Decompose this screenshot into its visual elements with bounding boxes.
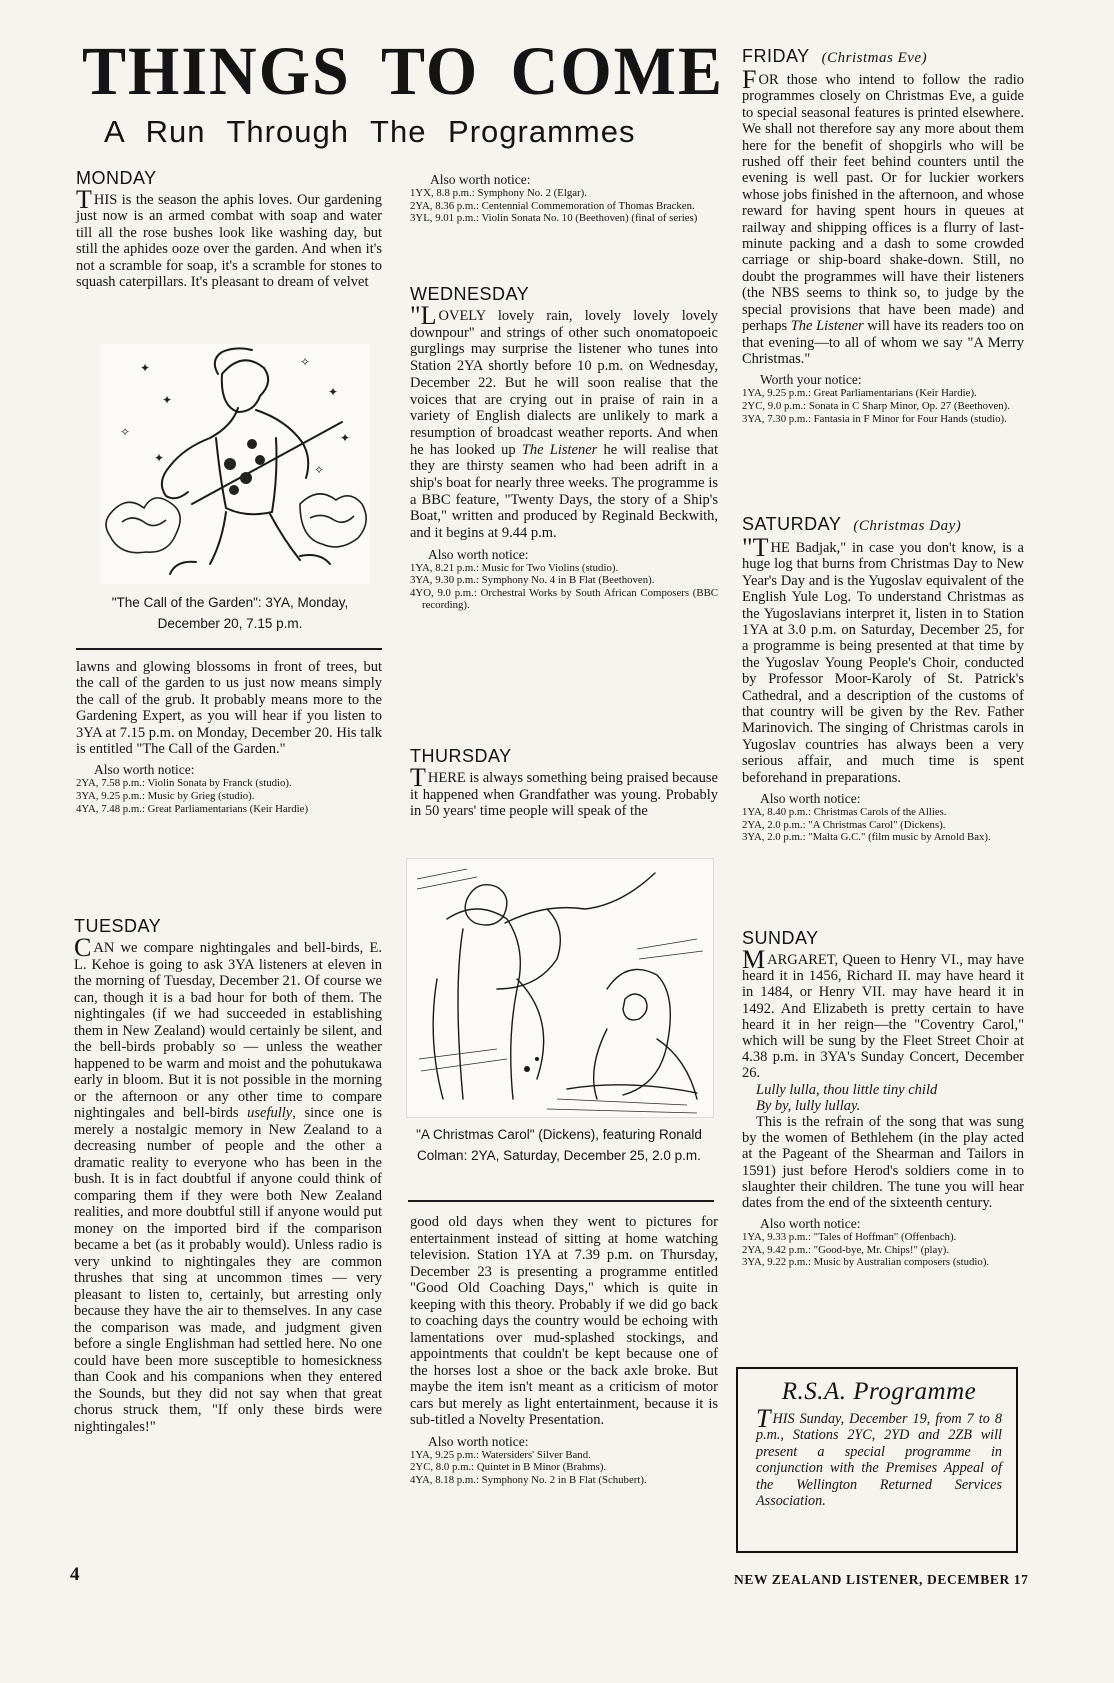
wednesday-text-b: he will realise that they are thirsty seamen who had been adrift in a ship's boat for nearly three weeks. The programme is a BBC feature, "Twenty Days, the story of a Ship's Boat," written and produced by Reginald Beckwith, and it begins at 9.44 p.m. xyxy=(410,441,718,542)
rsa-programme-box xyxy=(736,1367,1018,1553)
monday-dropcap: T xyxy=(76,185,92,214)
rsa-dropcap: T xyxy=(756,1404,771,1433)
wednesday-heading: WEDNESDAY xyxy=(410,284,530,304)
page-subtitle: A Run Through The Programmes xyxy=(104,114,636,149)
monday-body-2: lawns and glowing blossoms in front of trees, but the call of the garden to us just now means simply the call of the grub. It probably means more to the Gardening Expert, as you will hear if you listen to 3YA at 7.15 p.m. on Monday, December 20. His talk is entitled "The Call of the Garden." xyxy=(76,659,382,758)
monday-body-1 xyxy=(76,185,382,291)
svg-text:✧: ✧ xyxy=(314,463,325,477)
saturday-subheading: (Christmas Day) xyxy=(853,518,962,534)
friday-text-a: OR those who intend to follow the radio programmes closely on Christmas Eve, a guide to special seasonal features is printed elsewhere. We shall not therefore say any more about them here for the benefit of shopgirls who will be rushed off their feet behind counters until the evening is well past. Or for luckier workers whose jobs finished in the afternoon, and whose reward for having spent hours in queues at railway and shipping offices is a flurry of last-minute packing and a dash to some crowded carriage or ship-board shake-down. Still, no doubt the programmes will have their listeners (the NBS seems to think so, to judge by the special provisions that have been made) and perhaps xyxy=(742,72,1024,335)
svg-text:✦: ✦ xyxy=(154,451,165,465)
saturday-text: HE Badjak," in case you don't know, is a huge log that burns from Christmas Day to New Year's Day and is the Yugoslav equivalent of the English Yule Log. To understand Christmas as the Yugoslavians interpret it, listen in to Station 1YA at 3.0 p.m. on Saturday, December 25, for a programme is being presented at that time by the Yugoslav Young People's Choir, conducted by Professor Moor-Karoly of St. Patrick's Cathedral, and a description of the customs of that country will be given by the Rev. Father Marinovich. The singing of Christmas carols in Yugoslav countries has always been a very serious affair, and much time is spent beforehand in preparations. xyxy=(742,540,1024,786)
listing-item: 2YA, 2.0 p.m.: "A Christmas Carol" (Dickens). xyxy=(742,818,946,831)
listing-item: 1YA, 9.33 p.m.: "Tales of Hoffman" (Offenbach). xyxy=(742,1231,957,1244)
friday-heading-text: FRIDAY xyxy=(742,46,810,66)
listing-item: 2YC, 8.0 p.m.: Quintet in B Minor (Brahms). xyxy=(410,1461,607,1474)
svg-text:✦: ✦ xyxy=(340,431,351,445)
wednesday-listings xyxy=(410,563,718,611)
listing-item: 1YA, 9.25 p.m.: Watersiders' Silver Band. xyxy=(410,1448,591,1461)
saturday-dropcap: "T xyxy=(742,533,769,562)
tuesday-text-em: usefully xyxy=(247,1105,293,1121)
masthead-footer: NEW ZEALAND LISTENER, DECEMBER 17 xyxy=(734,1572,1029,1587)
sunday-heading: SUNDAY xyxy=(742,928,819,948)
listing-item: 1YX, 8.8 p.m.: Symphony No. 2 (Elgar). xyxy=(410,187,587,199)
sunday-text: ARGARET, Queen to Henry VI., may have heard it in 1456, Richard II. may have heard it in 1484, or Henry VII. may have heard it in 1492. And Elizabeth is pretty certain to have heard it in her reign—the "Coventry Carol," which will be sung by the Fleet Street Choir at 4.38 p.m. in 3YA's Sunday Concert, December 26. xyxy=(742,952,1024,1082)
thursday-listings xyxy=(410,1450,718,1487)
rsa-body xyxy=(756,1404,1002,1510)
divider-monday xyxy=(76,648,382,650)
friday-heading xyxy=(742,44,1024,70)
tuesday-heading: TUESDAY xyxy=(74,916,162,936)
listing-item: 2YA, 8.36 p.m.: Centennial Commemoration of Thomas Bracken. xyxy=(410,199,695,212)
tuesday-dropcap: C xyxy=(74,933,92,962)
listing-item: 1YA, 9.25 p.m.: Great Parliamentarians (Keir Hardie). xyxy=(742,387,977,400)
listing-item: 3YA, 9.22 p.m.: Music by Australian composers (studio). xyxy=(742,1256,990,1269)
thursday-heading: THURSDAY xyxy=(410,746,512,766)
saturday-body xyxy=(742,533,1024,786)
tuesday-text-a: AN we compare nightingales and bell-birds, E. L. Kehoe is going to ask 3YA listeners at eleven in the morning of Tuesday, December 21. Of course we can, though it is a bad hour for both of them. The nightingales (if we had succeeded in establishing them in New Zealand) would certainly be silent, and the bell-birds probably so — unless the weather happened to be warm and moist and the pohutukawa early in bloom. But it is not possible in the morning or the afternoon or any other time to compare nightingales and bell-birds xyxy=(74,940,382,1121)
christmas-carol-caption: "A Christmas Carol" (Dickens), featuring Ronald Colman: 2YA, Saturday, December 25, 2.0 p.m. xyxy=(416,1127,702,1163)
thursday-dropcap: T xyxy=(410,763,426,792)
sunday-section xyxy=(742,926,1024,1270)
page-number: 4 xyxy=(70,1564,80,1585)
column-middle xyxy=(410,172,716,226)
tuesday-listings xyxy=(410,188,716,225)
thursday-continued xyxy=(410,1214,718,1487)
wednesday-text-a: OVELY lovely rain, lovely lovely lovely downpour" and strings of other such onomatopoeic gurglings may surprise the listener who tunes into Station 2YA shortly before 10 p.m. on Wednesday, December 22. But he will soon realise that the voices that are crying out in praise of rain in a variety of English dialects are unlikely to mark a resumption of broadcast weather reports. And when he has looked up xyxy=(410,308,718,458)
sunday-dropcap: M xyxy=(742,945,766,974)
monday-heading: MONDAY xyxy=(76,168,157,188)
tuesday-worth-label: Also worth notice: xyxy=(430,172,531,187)
listing-item: 2YC, 9.0 p.m.: Sonata in C Sharp Minor, Op. 27 (Beethoven). xyxy=(742,399,1010,412)
listing-item: 1YA, 8.40 p.m.: Christmas Carols of the Allies. xyxy=(742,806,947,819)
wednesday-body xyxy=(410,301,718,542)
thursday-body-1 xyxy=(410,763,718,820)
sunday-body xyxy=(742,945,1024,1082)
listing-item: 3YA, 9.30 p.m.: Symphony No. 4 in B Flat (Beethoven). xyxy=(410,574,655,587)
monday-listings xyxy=(76,778,382,815)
friday-dropcap: F xyxy=(742,65,757,94)
monday-worth-label: Also worth notice: xyxy=(94,762,195,778)
tuesday-section xyxy=(74,914,382,1435)
friday-body xyxy=(742,65,1025,367)
tuesday-text-b: , since one is merely a nostalgic memory in New Zealand to a decreasing number of people and the other a dramatic reality to everyone who has been in the bush. It is in fact doubtful if anyone could think of comparing them if they were both New Zealand realities, and more doubtful still if anyone would put money on the imported bird if the comparison became a bet (as it probably would). Unless radio is very unkind to nightingales they are common thrushes that sing at uncommon times — very pleasant to listen to, certainly, but arresting only because they have the air to themselves. In any case the comparison was made, and judgment given before a single Englishman had settled here. No one could have been more susceptible to homesickness than Cook and his companions when they entered the Sounds, but they did not say when that great chorus struck them, "If only these birds were nightingales!" xyxy=(74,1105,382,1435)
tuesday-body xyxy=(74,933,382,1435)
listing-item: 1YA, 8.21 p.m.: Music for Two Violins (studio). xyxy=(410,561,619,574)
column-left xyxy=(76,166,382,290)
listing-item: 2YA, 9.42 p.m.: "Good-bye, Mr. Chips!" (play). xyxy=(742,1243,950,1256)
friday-worth-label: Worth your notice: xyxy=(760,372,862,388)
friday-section xyxy=(742,44,1024,426)
christmas-carol-illustration xyxy=(406,858,714,1118)
saturday-heading xyxy=(742,512,1024,538)
listing-item: 4YA, 7.48 p.m.: Great Parliamentarians (Keir Hardie) xyxy=(76,802,309,815)
scrooge-ghost-drawing xyxy=(407,859,713,1117)
thursday-text-1: HERE is always something being praised because it happened when Grandfather was young. Probably in 50 years' time people will speak of the xyxy=(410,770,718,819)
sunday-listings xyxy=(742,1232,1024,1269)
svg-text:✧: ✧ xyxy=(120,425,131,439)
thursday-section xyxy=(410,744,718,820)
sunday-verse xyxy=(742,1082,1024,1114)
sunday-body-2: This is the refrain of the song that was sung by the women of Bethlehem (in the play acted at the Pageant of the Shearman and Tailors in 1591) just before Herod's soldiers come in to slaughter their children. The tune you will hear dates from the end of the sixteenth century. xyxy=(742,1114,1024,1212)
saturday-heading-text: SATURDAY xyxy=(742,514,842,534)
column-left-continued xyxy=(76,659,382,816)
saturday-listings xyxy=(742,807,1024,844)
svg-text:✧: ✧ xyxy=(300,355,311,369)
svg-text:✦: ✦ xyxy=(140,361,151,375)
friday-text-em: The Listener xyxy=(790,318,864,335)
listing-item: 2YA, 7.58 p.m.: Violin Sonata by Franck (studio). xyxy=(76,777,292,790)
thursday-body-2: good old days when they went to pictures for entertainment instead of sitting at home watching television. Station 1YA at 7.39 p.m. on Thursday, December 23 is presenting a programme entitled "Good Old Coaching Days," which is quite in keeping with this theory. Probably if we did go back to coaching days the country would be echoing with lamentations over mud-splashed stockings, and appointments that couldn't be kept because one of the horses lost a shoe or the back axle broke. But maybe the item isn't meant as a criticism of motor cars but merely as light entertainment, because it is sub-titled a Novelty Presentation. xyxy=(410,1214,718,1428)
sunday-verse-line-1: Lully lulla, thou little tiny child xyxy=(756,1081,938,1098)
monday-section xyxy=(76,166,382,290)
wednesday-text-em: The Listener xyxy=(521,441,598,458)
garden-illustration xyxy=(100,344,370,584)
listing-item: 3YA, 2.0 p.m.: "Malta G.C." (film music by Arnold Bax). xyxy=(742,831,991,844)
gardener-drawing xyxy=(100,344,370,584)
listing-item: 4YA, 8.18 p.m.: Symphony No. 2 in B Flat (Schubert). xyxy=(410,1473,647,1486)
svg-text:✦: ✦ xyxy=(162,393,173,407)
sunday-worth-label: Also worth notice: xyxy=(760,1216,861,1232)
friday-text-b: will have its readers too on that evening—to all of whom we say "A Merry Christmas." xyxy=(742,318,1025,367)
listing-item: 4YO, 9.0 p.m.: Orchestral Works by South African Composers (BBC recording). xyxy=(410,587,718,611)
rsa-text: HIS Sunday, December 19, from 7 to 8 p.m., Stations 2YC, 2YD and 2ZB will present a special programme in conjunction with the Premises Appeal of the Wellington Returned Services Association. xyxy=(756,1411,1002,1510)
wednesday-worth-label: Also worth notice: xyxy=(428,546,529,562)
wednesday-dropcap: "L xyxy=(410,301,437,330)
wednesday-section xyxy=(410,282,718,612)
monday-text-1: HIS is the season the aphis loves. Our gardening just now is an armed combat with soap and water till all the rose bushes look like washing day, but still the aphides ooze over the garden. And when it's not a scramble for soap, it's a scramble for stones to squash caterpillars. It's pleasant to dream of velvet xyxy=(76,192,382,291)
friday-listings xyxy=(742,388,1024,425)
rsa-heading: R.S.A. Programme xyxy=(781,1378,977,1405)
divider-thursday xyxy=(408,1200,714,1202)
sunday-verse-line-2: By by, lully lullay. xyxy=(756,1097,861,1114)
saturday-worth-label: Also worth notice: xyxy=(760,791,861,807)
svg-text:✦: ✦ xyxy=(328,385,339,399)
listing-item: 3YA, 9.25 p.m.: Music by Grieg (studio). xyxy=(76,790,255,803)
page-title: THINGS TO COME xyxy=(82,33,724,110)
saturday-section xyxy=(742,512,1024,845)
listing-item: 3YL, 9.01 p.m.: Violin Sonata No. 10 (Beethoven) (final of series) xyxy=(410,212,698,225)
friday-subheading: (Christmas Eve) xyxy=(821,50,928,66)
listing-item: 3YA, 7.30 p.m.: Fantasia in F Minor for Four Hands (studio). xyxy=(742,412,1007,425)
thursday-worth-label: Also worth notice: xyxy=(428,1433,529,1449)
garden-caption: "The Call of the Garden": 3YA, Monday, December 20, 7.15 p.m. xyxy=(111,595,349,631)
